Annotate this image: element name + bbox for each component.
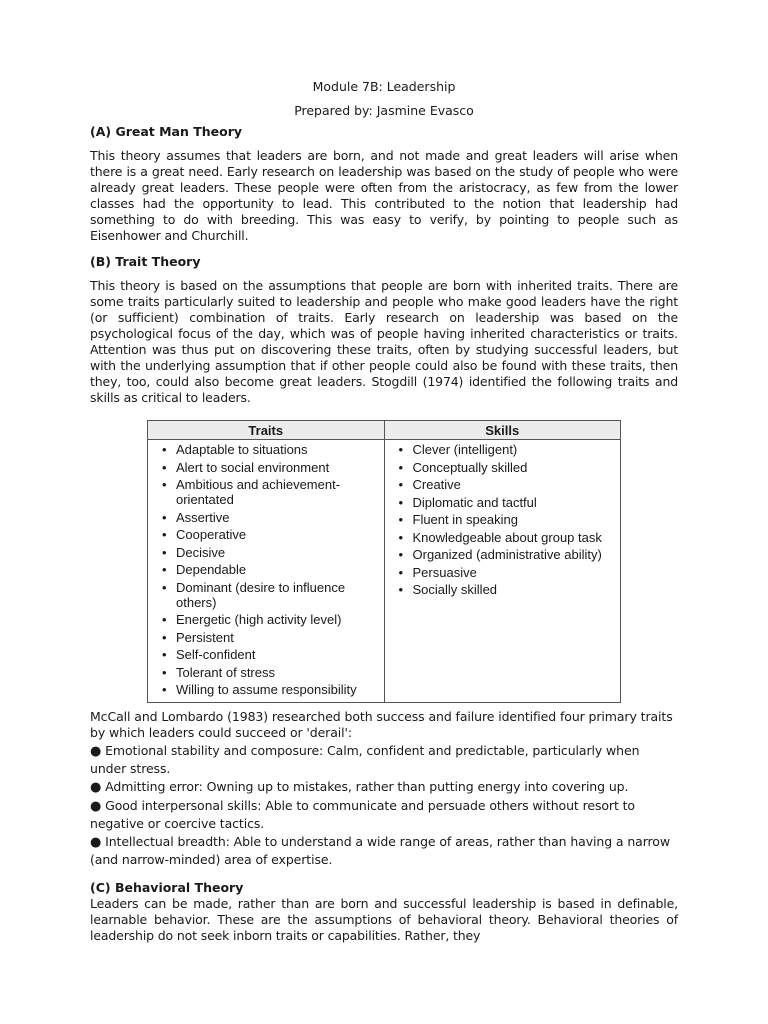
mccall-bullet: [90, 833, 678, 868]
list-item: • Ambitious and achievement-orientated: [176, 477, 380, 507]
list-item: • Adaptable to situations: [176, 442, 380, 457]
mccall-intro: McCall and Lombardo (1983) researched both success and failure identified four primary traits by which leaders could succeed or 'derail':: [90, 708, 673, 740]
great-man-heading: (A) Great Man Theory: [90, 124, 243, 139]
great-man-body: This theory assumes that leaders are born, and not made and great leaders will arise when there is a great need. Early research on leadership was based on the study of people who were already great leaders. These people were often from the aristocracy, as few from the lower classes had the opportunity to lead. This contributed to the notion that leadership had something to do with breeding. This was easy to verify, by pointing to people such as Eisenhower and Churchill.: [90, 148, 678, 243]
traits-column-header: Traits: [148, 421, 385, 440]
list-item: • Persuasive: [413, 565, 617, 580]
behavioral-body: Leaders can be made, rather than are born and successful leadership is based in definable, learnable behavior. These are the assumptions of behavioral theory. Behavioral theories of leadership do not seek inborn traits or capabilities. Rather, they: [90, 895, 678, 943]
bullet-dot-icon: ●: [90, 743, 102, 759]
skills-cell: [384, 440, 621, 703]
list-item: • Fluent in speaking: [413, 512, 617, 527]
mccall-bullet: [90, 778, 678, 796]
traits-skills-table-wrapper: [147, 420, 621, 703]
trait-body: This theory is based on the assumptions that people are born with inherited traits. There are some traits particularly suited to leadership and people who make good leaders have the right (or sufficient) combination of traits. Early research on leadership was based on the psychological focus of the day, which was of people having inherited characteristics or traits. Attention was thus put on discovering these traits, often by studying successful leaders, but with the underlying assumption that if other people could also be found with these traits, then they, too, could also become great leaders. Stogdill (1974) identified the following traits and skills as critical to leaders.: [90, 278, 678, 405]
document-page: [90, 78, 678, 944]
list-item: • Willing to assume responsibility: [176, 682, 380, 697]
traits-cell: [148, 440, 385, 703]
list-item: • Persistent: [176, 630, 380, 645]
list-item: • Self-confident: [176, 647, 380, 662]
mccall-bullet-text: Admitting error: Owning up to mistakes, rather than putting energy into covering up.: [105, 778, 629, 794]
mccall-bullet-text: Good interpersonal skills: Able to communicate and persuade others without resort to negative or coercive tactics.: [90, 797, 635, 831]
list-item: • Conceptually skilled: [413, 460, 617, 475]
list-item: • Alert to social environment: [176, 460, 380, 475]
list-item: • Cooperative: [176, 527, 380, 542]
list-item: • Creative: [413, 477, 617, 492]
mccall-bullet-text: Emotional stability and composure: Calm, confident and predictable, particularly when under stress.: [90, 742, 640, 776]
skills-list: [385, 442, 617, 597]
list-item: • Energetic (high activity level): [176, 612, 380, 627]
trait-heading: (B) Trait Theory: [90, 254, 201, 269]
list-item: • Tolerant of stress: [176, 665, 380, 680]
bullet-dot-icon: ●: [90, 798, 102, 814]
list-item: • Dependable: [176, 562, 380, 577]
behavioral-heading: (C) Behavioral Theory: [90, 879, 244, 895]
list-item: • Diplomatic and tactful: [413, 495, 617, 510]
table-body-row: [148, 440, 621, 703]
mccall-bullet-text: Intellectual breadth: Able to understand a wide range of areas, rather than having a narrow (and narrow-minded) area of expertise.: [90, 833, 670, 867]
list-item: • Socially skilled: [413, 582, 617, 597]
list-item: • Assertive: [176, 510, 380, 525]
list-item: • Clever (intelligent): [413, 442, 617, 457]
traits-skills-table: [147, 420, 621, 703]
mccall-bullet: [90, 742, 678, 777]
document-title: Module 7B: Leadership: [312, 79, 456, 94]
list-item: • Knowledgeable about group task: [413, 530, 617, 545]
table-header-row: [148, 421, 621, 440]
traits-list: [148, 442, 380, 697]
list-item: • Decisive: [176, 545, 380, 560]
mccall-bullet: [90, 797, 678, 832]
skills-column-header: Skills: [384, 421, 621, 440]
list-item: • Dominant (desire to influence others): [176, 580, 380, 610]
list-item: • Organized (administrative ability): [413, 547, 617, 562]
bullet-dot-icon: ●: [90, 834, 102, 850]
document-author: Prepared by: Jasmine Evasco: [294, 103, 474, 118]
bullet-dot-icon: ●: [90, 779, 102, 795]
